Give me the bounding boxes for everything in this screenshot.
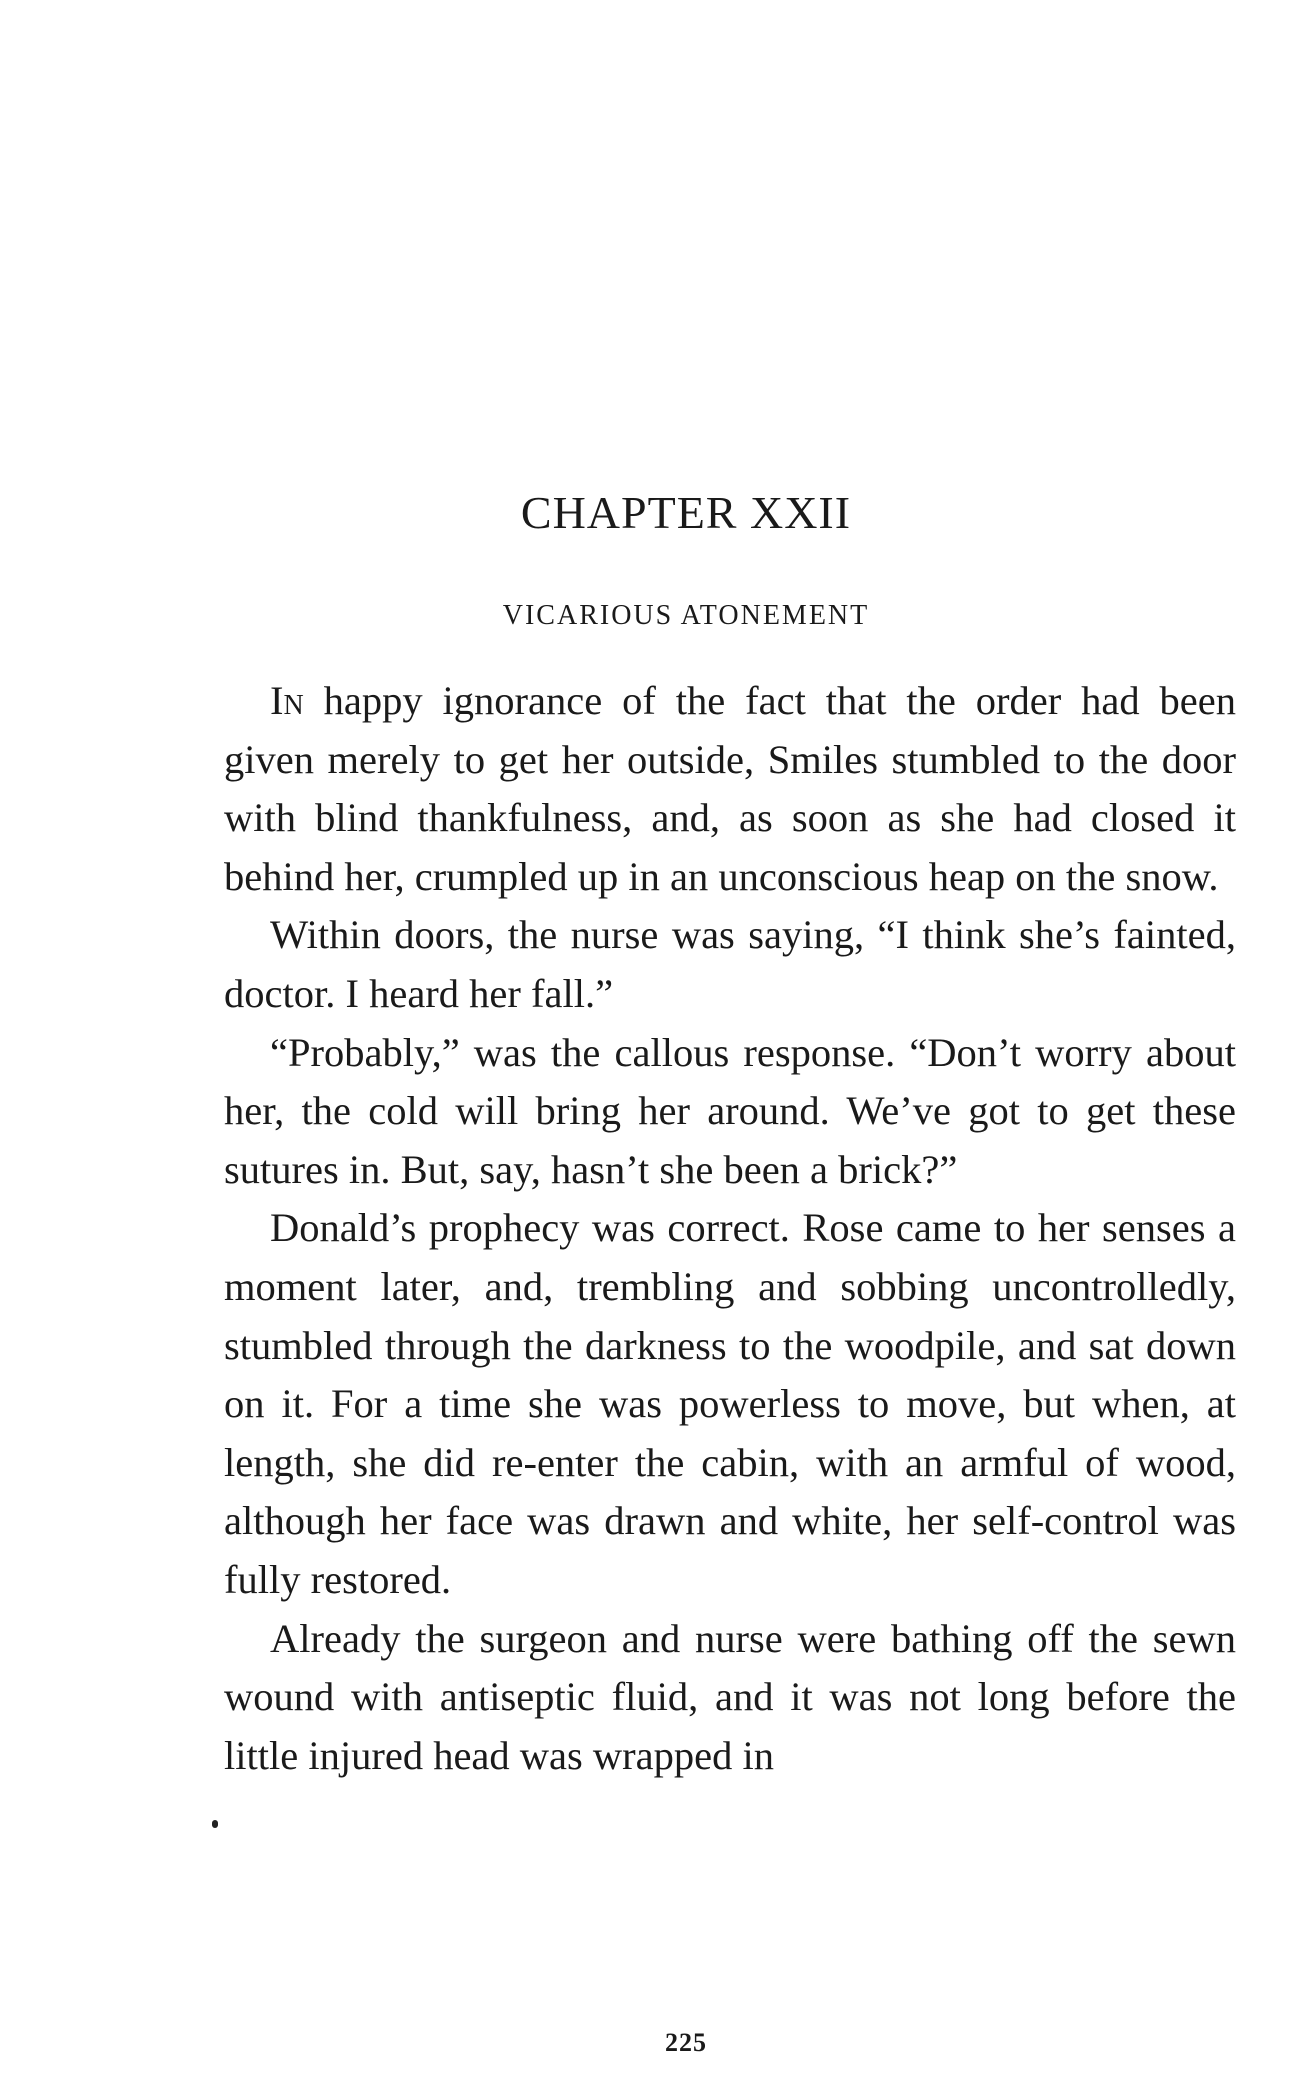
page-number: 225 <box>665 2028 707 2057</box>
paragraph: “Probably,” was the callous response. “Don’t worry about her, the cold will bring her around. We’ve got to get these sutures in. But, say, hasn’t she been a brick?” <box>224 1029 1236 1192</box>
paragraph: Already the surgeon and nurse were bathing off the sewn wound with antiseptic fluid, and it was not long before the little injured head was wrapped in <box>224 1615 1236 1778</box>
paragraph <box>224 672 1236 906</box>
paragraph-text: happy ignorance of the fact that the order had been given merely to get her outside, Smiles stumbled to the door with blind thankfulness, and, as soon as she had closed it behind her, crumpled up in an unconscious heap on the snow. <box>224 678 1236 899</box>
opening-words: In <box>270 678 304 723</box>
paragraph: Within doors, the nurse was saying, “I think she’s fainted, doctor. I heard her fall.” <box>224 912 1236 1016</box>
chapter-body <box>224 672 1236 1785</box>
paragraph: Donald’s prophecy was correct. Rose came to her senses a moment later, and, trembling and sobbing uncontrolledly, stumbled through the darkness to the woodpile, and sat down on it. For a time she was powerless to move, but when, at length, she did re-enter the cabin, with an armful of wood, although her face was drawn and white, her self-control was fully restored. <box>224 1205 1236 1602</box>
chapter-title: VICARIOUS ATONEMENT <box>502 600 870 631</box>
chapter-heading: CHAPTER XXII <box>520 487 852 538</box>
ink-speck <box>212 1820 218 1828</box>
